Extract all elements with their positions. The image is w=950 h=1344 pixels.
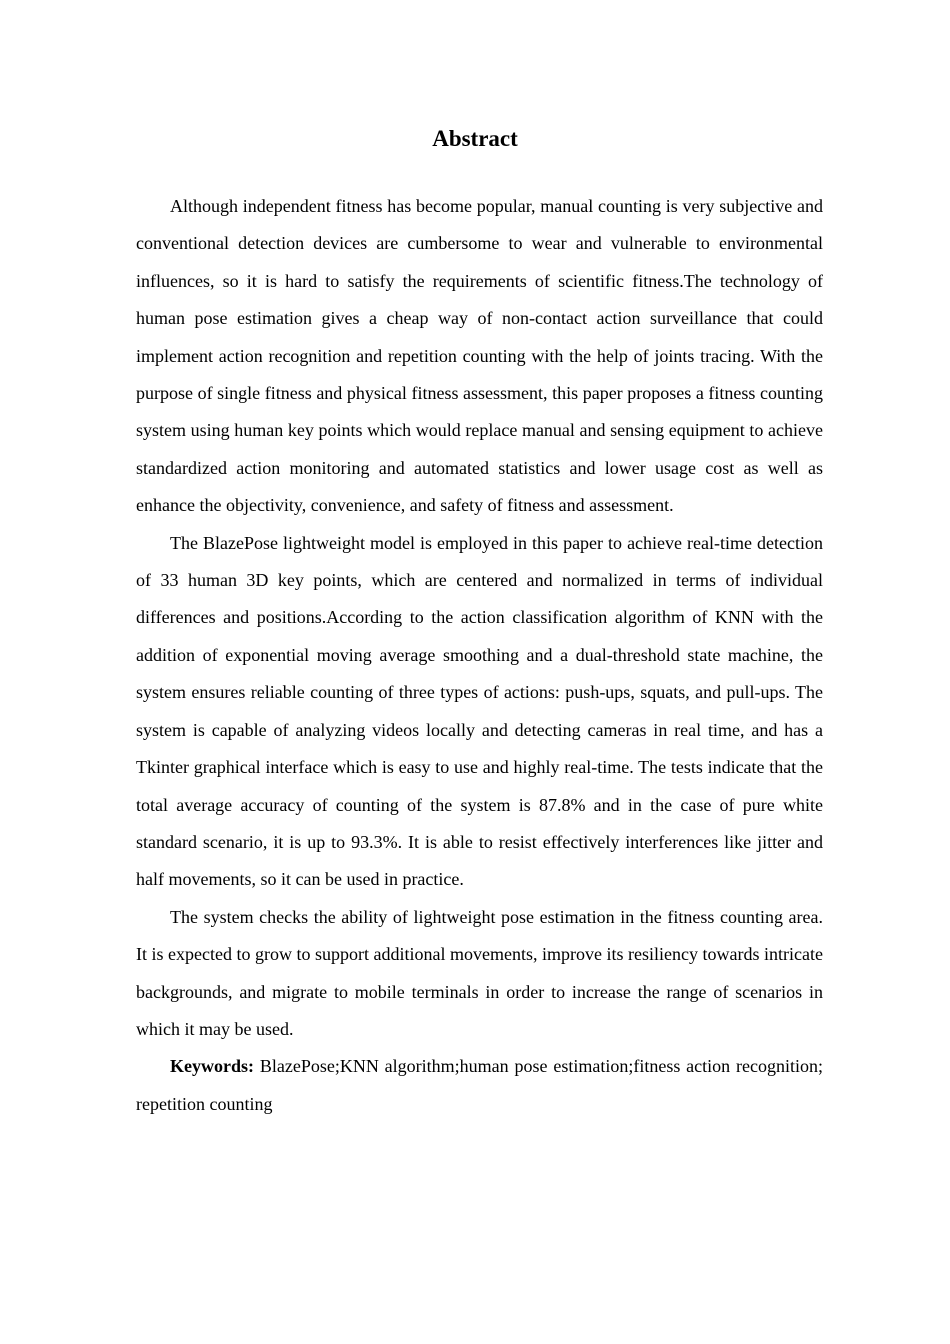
abstract-paragraph-2: The BlazePose lightweight model is employed in this paper to achieve real-time detection of 33 human 3D key points, which are centered and normalized in terms of individual differences and positions.According to the action classification algorithm of KNN with the addition of exponential moving average smoothing and a dual-threshold state machine, the system ensures reliable counting of three types of actions: push-ups, squats, and pull-ups. The system is capable of analyzing videos locally and detecting cameras in real time, and has a Tkinter graphical interface which is easy to use and highly real-time. The tests indicate that the total average accuracy of counting of the system is 87.8% and in the case of pure white standard scenario, it is up to 93.3%. It is able to resist effectively interferences like jitter and half movements, so it can be used in practice.	[136, 532, 823, 890]
abstract-paragraph-1: Although independent fitness has become popular, manual counting is very subjective and conventional detection devices are cumbersome to wear and vulnerable to environmental influences, so it is hard to satisfy the requirements of scientific fitness.The technology of human pose estimation gives a cheap way of non-contact action surveillance that could implement action recognition and repetition counting with the help of joints tracing. With the purpose of single fitness and physical fitness assessment, this paper proposes a fitness counting system using human key points which would replace manual and sensing equipment to achieve standardized action monitoring and automated statistics and lower usage cost as well as enhance the objectivity, convenience, and safety of fitness and assessment.	[136, 196, 823, 516]
keywords-text: BlazePose;KNN algorithm;human pose estimation;fitness action recognition; repetition counting	[136, 1056, 823, 1114]
keywords-label: Keywords:	[170, 1056, 254, 1077]
abstract-body	[136, 188, 823, 1123]
abstract-paragraph-3: The system checks the ability of lightweight pose estimation in the fitness counting area. It is expected to grow to support additional movements, improve its resiliency towards intricate backgrounds, and migrate to mobile terminals in order to increase the range of scenarios in which it may be used.	[136, 906, 823, 1039]
keywords-line	[136, 1048, 823, 1123]
abstract-title: Abstract	[432, 126, 518, 151]
